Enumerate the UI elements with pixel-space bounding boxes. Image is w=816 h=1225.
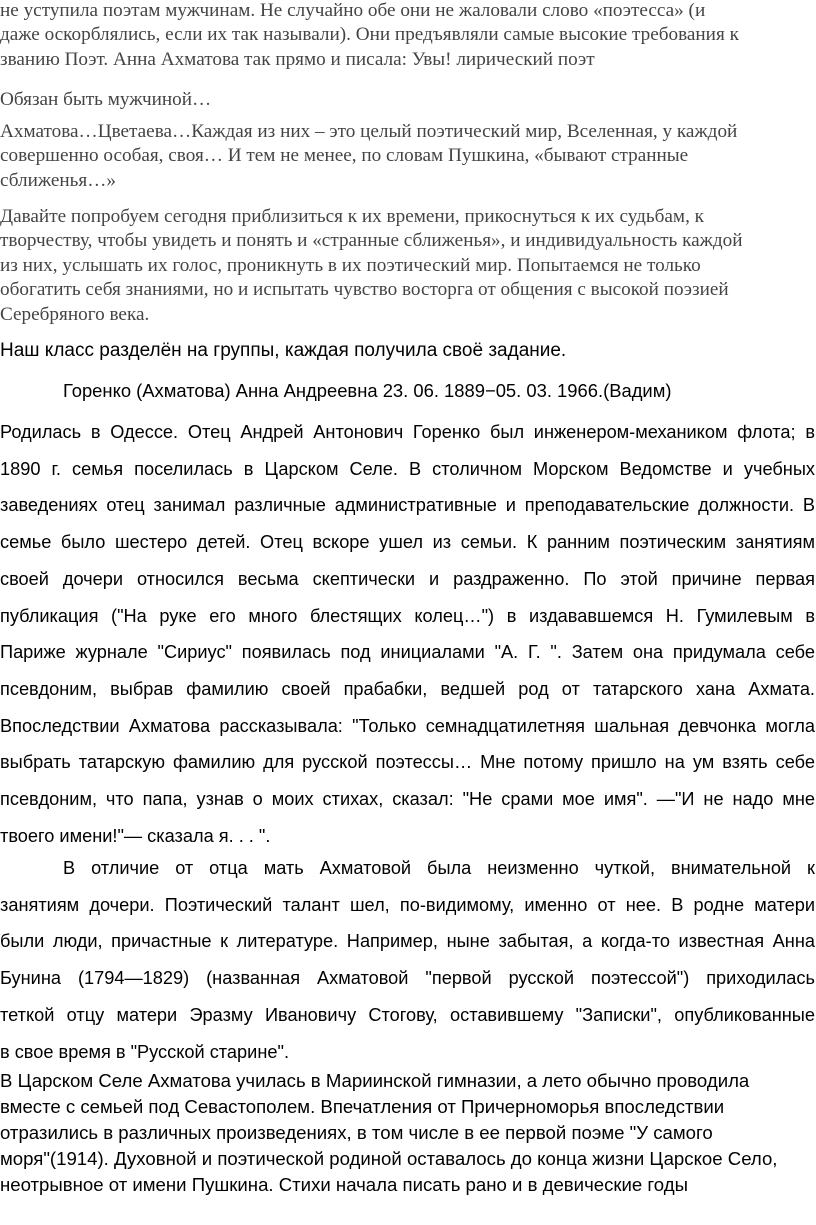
text-line: занятиям дочери. Поэтический талант шел, по-видимому, именно от нее. В родне матери bbox=[0, 894, 815, 915]
text-line: в свое время в "Русской старине". bbox=[0, 1041, 289, 1062]
text-line: были люди, причастные к литературе. Например, ныне забытая, а когда-то известная Анна bbox=[0, 931, 815, 952]
text-line: совершенно особая, своя… И тем не менее, по словам Пушкина, «бывают странные bbox=[0, 145, 689, 167]
text-line: Родилась в Одессе. Отец Андрей Антонович Горенко был инженером-механиком флота; в bbox=[0, 422, 815, 442]
text-line: из них, услышать их голос, проникнуть в их поэтический мир. Попытаемся не только bbox=[0, 254, 701, 276]
text-line: моря"(1914). Духовной и поэтической родиной оставалось до конца жизни Царское Село, bbox=[0, 1148, 778, 1169]
intro-paragraph-1 bbox=[0, 0, 816, 72]
text-line: званию Поэт. Анна Ахматова так прямо и писала: Увы! лирический поэт bbox=[0, 48, 595, 70]
intro-paragraph-3 bbox=[0, 120, 816, 193]
text-line: твоего имени!"— сказала я. . . ". bbox=[0, 825, 271, 846]
text-line: обогатить себя знаниями, но и испытать чувство восторга от общения с высокой поэзией bbox=[0, 279, 729, 301]
text-line: своей дочери относился весьма скептически и раздраженно. По этой причине первая bbox=[0, 568, 815, 589]
text-line: псевдоним, выбрав фамилию своей прабабки, ведшей род от татарского хана Ахмата. bbox=[0, 678, 815, 699]
text-line: выбрать татарскую фамилию для русской поэтессы… Мне потому пришло на ум взять себе bbox=[0, 752, 815, 773]
text-line: не уступила поэтам мужчинам. Не случайно обе они не жаловали слово «поэтесса» (и bbox=[0, 0, 706, 21]
text-line: Впоследствии Ахматова рассказывала: "Только семнадцатилетняя шальная девчонка могла bbox=[0, 715, 815, 736]
text-line: псевдоним, что папа, узнав о моих стихах, сказал: "Не срами мое имя". —"И не надо мне bbox=[0, 789, 815, 810]
text-line: В отличие от отца мать Ахматовой была неизменно чуткой, внимательной к bbox=[63, 858, 815, 878]
text-line: В Царском Селе Ахматова училась в Мариинской гимназии, а лето обычно проводила bbox=[0, 1070, 750, 1091]
text-line: заведениях отец занимал различные административные и преподавательские должности. В bbox=[0, 495, 815, 516]
text-line: семье было шестеро детей. Отец вскоре ушел из семьи. К ранним поэтическим занятиям bbox=[0, 532, 815, 553]
bio-paragraph-2 bbox=[0, 850, 815, 1070]
text-line: Париже журнале "Сириус" появилась под инициалами "А. Г. ". Затем она придумала себе bbox=[0, 642, 815, 663]
text-line: 1890 г. семья поселилась в Царском Селе. В столичном Морском Ведомстве и учебных bbox=[0, 458, 815, 479]
text-line: Наш класс разделён на группы, каждая получила своё задание. bbox=[0, 340, 567, 361]
intro-paragraph-4 bbox=[0, 205, 816, 327]
text-line: теткой отцу матери Эразму Ивановичу Стогову, оставившему "Записки", опубликованные bbox=[0, 1004, 815, 1025]
text-line: сближенья…» bbox=[0, 169, 117, 191]
text-line: отразились в различных произведениях, в том числе в ее первой поэме "У самого bbox=[0, 1122, 713, 1143]
heading-text: Горенко (Ахматова) Анна Андреевна 23. 06. 1889−05. 03. 1966.(Вадим) bbox=[63, 380, 672, 401]
text-line: публикация ("На руке его много блестящих колец…") в издававшемся Н. Гумилевым в bbox=[0, 605, 815, 626]
section-heading bbox=[63, 379, 803, 403]
text-line: Бунина (1794—1829) (названная Ахматовой "первой русской поэтессой") приходилась bbox=[0, 968, 815, 989]
text-line: Обязан быть мужчиной… bbox=[0, 89, 212, 110]
text-line: вместе с семьей под Севастополем. Впечатления от Причерноморья впоследствии bbox=[0, 1096, 725, 1117]
text-line: творчеству, чтобы увидеть и понять и «странные сближенья», и индивидуальность каждой bbox=[0, 230, 743, 252]
bio-paragraph-3 bbox=[0, 1068, 815, 1198]
bio-paragraph-1 bbox=[0, 414, 815, 854]
intro-paragraph-2 bbox=[0, 88, 816, 112]
text-line: Давайте попробуем сегодня приблизиться к их времени, прикоснуться к их судьбам, к bbox=[0, 206, 704, 227]
text-line: Серебряного века. bbox=[0, 303, 150, 325]
class-note bbox=[0, 339, 816, 363]
text-line: неотрывное от имени Пушкина. Стихи начала писать рано и в девические годы bbox=[0, 1174, 688, 1195]
text-line: даже оскорблялись, если их так называли). Они предъявляли самые высокие требования к bbox=[0, 24, 739, 46]
text-line: Ахматова…Цветаева…Каждая из них – это целый поэтический мир, Вселенная, у каждой bbox=[0, 121, 738, 142]
